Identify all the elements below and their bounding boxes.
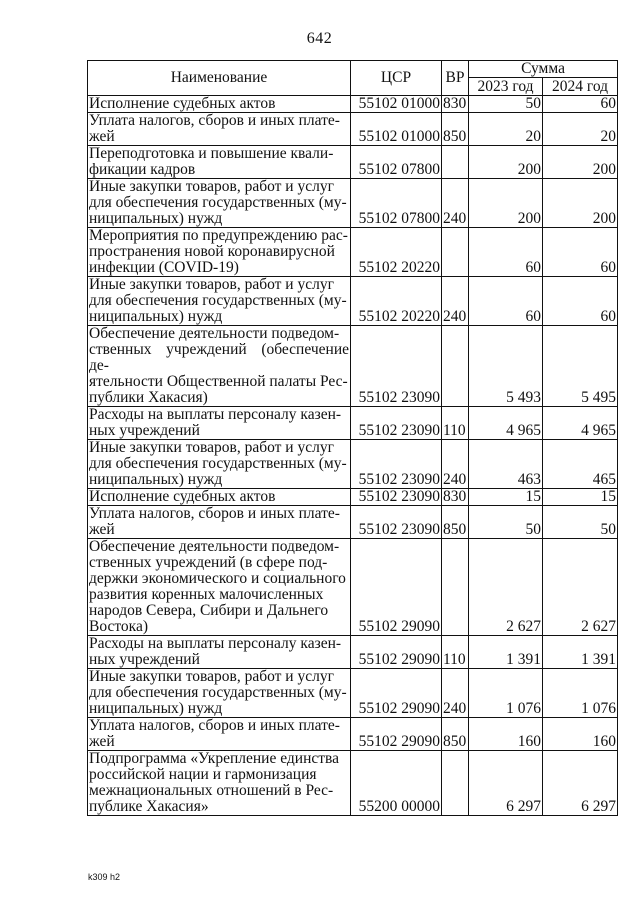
row-sum-2024: 200 — [543, 146, 618, 179]
row-sum-2023: 15 — [469, 489, 543, 506]
row-name-line: жей — [89, 128, 115, 145]
row-sum-2023: 50 — [469, 506, 543, 539]
row-name-line: для обеспечения государственных (му- — [89, 684, 347, 701]
row-vr — [442, 228, 469, 277]
row-name-line: Переподготовка и повышение квали- — [89, 145, 334, 162]
row-vr — [442, 146, 469, 179]
row-sum-2024: 5 495 — [543, 326, 618, 407]
row-name-line: Исполнение судебных актов — [89, 95, 276, 112]
row-csr: 55102 29090 — [351, 636, 442, 669]
row-sum-2023: 5 493 — [469, 326, 543, 407]
row-sum-2024: 465 — [543, 440, 618, 489]
row-sum-2024: 1 076 — [543, 669, 618, 718]
row-sum-2023: 2 627 — [469, 539, 543, 636]
row-name-line: ных учреждений — [89, 651, 200, 668]
table-row — [88, 179, 618, 228]
row-sum-2023: 463 — [469, 440, 543, 489]
row-name-line: Обеспечение деятельности подведом- — [89, 325, 340, 342]
table-row — [88, 113, 618, 146]
row-name-line: пространения новой коронавирусной — [89, 243, 335, 260]
row-vr — [442, 751, 469, 816]
row-vr: 240 — [442, 277, 469, 326]
row-name — [88, 407, 351, 440]
row-name-line: публики Хакасия) — [89, 389, 208, 406]
table-row — [88, 489, 618, 506]
row-name-line: для обеспечения государственных (му- — [89, 455, 347, 472]
row-sum-2024: 2 627 — [543, 539, 618, 636]
row-sum-2024: 1 391 — [543, 636, 618, 669]
row-sum-2024: 50 — [543, 506, 618, 539]
row-name-line: Востока) — [89, 618, 149, 635]
page-number: 642 — [306, 30, 333, 47]
row-sum-2024: 60 — [543, 228, 618, 277]
table-row — [88, 277, 618, 326]
row-csr: 55102 29090 — [351, 718, 442, 751]
row-name-line: Расходы на выплаты персоналу казен- — [89, 406, 342, 423]
row-csr: 55102 23090 — [351, 407, 442, 440]
row-name-line: для обеспечения государственных (му- — [89, 292, 347, 309]
row-csr: 55102 01000 — [351, 113, 442, 146]
row-csr: 55102 07800 — [351, 179, 442, 228]
row-name — [88, 751, 351, 816]
row-name — [88, 96, 351, 113]
row-sum-2023: 160 — [469, 718, 543, 751]
row-vr: 830 — [442, 489, 469, 506]
row-csr: 55200 00000 — [351, 751, 442, 816]
row-vr — [442, 539, 469, 636]
table-row — [88, 440, 618, 489]
row-vr — [442, 326, 469, 407]
row-vr: 850 — [442, 506, 469, 539]
row-sum-2023: 1 076 — [469, 669, 543, 718]
row-csr: 55102 01000 — [351, 96, 442, 113]
row-name — [88, 539, 351, 636]
row-name-line: Мероприятия по предупреждению рас- — [89, 227, 348, 244]
row-vr: 110 — [442, 407, 469, 440]
row-name-line: межнациональных отношений в Рес- — [89, 782, 334, 799]
row-name — [88, 113, 351, 146]
table-row — [88, 636, 618, 669]
header-name: Наименование — [88, 61, 351, 96]
row-sum-2023: 4 965 — [469, 407, 543, 440]
row-name-line: для обеспечения государственных (му- — [89, 194, 347, 211]
budget-table — [87, 60, 618, 816]
row-sum-2023: 60 — [469, 277, 543, 326]
row-csr: 55102 29090 — [351, 539, 442, 636]
row-name — [88, 506, 351, 539]
row-sum-2023: 50 — [469, 96, 543, 113]
row-name-line: публике Хакасия» — [89, 798, 209, 815]
row-name — [88, 228, 351, 277]
row-name-line: жей — [89, 733, 115, 750]
row-name-line: Обеспечение деятельности подведом- — [89, 538, 340, 555]
row-sum-2024: 15 — [543, 489, 618, 506]
header-sum: Сумма — [469, 61, 618, 78]
row-csr: 55102 23090 — [351, 489, 442, 506]
row-name — [88, 146, 351, 179]
row-name-line: Уплата налогов, сборов и иных плате- — [89, 505, 340, 522]
row-name-line: ниципальных) нужд — [89, 308, 223, 325]
row-sum-2024: 60 — [543, 277, 618, 326]
table-row — [88, 228, 618, 277]
row-name-line: ниципальных) нужд — [89, 700, 223, 717]
row-name — [88, 179, 351, 228]
row-sum-2024: 200 — [543, 179, 618, 228]
row-sum-2024: 6 297 — [543, 751, 618, 816]
row-name-line: Иные закупки товаров, работ и услуг — [89, 276, 334, 293]
table-row — [88, 146, 618, 179]
table-row — [88, 96, 618, 113]
row-vr: 240 — [442, 440, 469, 489]
row-vr: 110 — [442, 636, 469, 669]
table-row — [88, 539, 618, 636]
header-csr: ЦСР — [351, 61, 442, 96]
row-name — [88, 718, 351, 751]
row-csr: 55102 07800 — [351, 146, 442, 179]
row-name-line: Исполнение судебных актов — [89, 488, 276, 505]
row-name — [88, 489, 351, 506]
row-name-line: развития коренных малочисленных — [89, 586, 324, 603]
row-name-line: Уплата налогов, сборов и иных плате- — [89, 112, 340, 129]
row-csr: 55102 23090 — [351, 440, 442, 489]
footer-code: k309 h2 — [88, 872, 121, 882]
table-row — [88, 407, 618, 440]
row-name-line: ных учреждений — [89, 422, 200, 439]
row-name-line: фикации кадров — [89, 161, 196, 178]
row-sum-2023: 200 — [469, 179, 543, 228]
table-row — [88, 326, 618, 407]
row-name-line: ственных учреждений (в сфере под- — [89, 554, 328, 571]
row-name — [88, 669, 351, 718]
row-vr: 850 — [442, 718, 469, 751]
row-name-line: ятельности Общественной палаты Рес- — [89, 373, 348, 390]
row-name-line: Расходы на выплаты персоналу казен- — [89, 635, 342, 652]
row-csr: 55102 23090 — [351, 506, 442, 539]
row-vr: 240 — [442, 669, 469, 718]
table-row — [88, 669, 618, 718]
row-csr: 55102 29090 — [351, 669, 442, 718]
row-name-line: ственных учреждений (обеспечение де- — [89, 341, 349, 374]
row-name-line: ниципальных) нужд — [89, 471, 223, 488]
row-sum-2024: 20 — [543, 113, 618, 146]
row-csr: 55102 20220 — [351, 277, 442, 326]
row-name — [88, 326, 351, 407]
row-sum-2023: 6 297 — [469, 751, 543, 816]
row-sum-2023: 1 391 — [469, 636, 543, 669]
row-csr: 55102 23090 — [351, 326, 442, 407]
table-body — [88, 96, 618, 816]
row-sum-2024: 160 — [543, 718, 618, 751]
row-name-line: инфекции (COVID-19) — [89, 259, 239, 276]
row-name-line: держки экономического и социального — [89, 570, 346, 587]
row-name-line: российской нации и гармонизация — [89, 766, 317, 783]
table-row — [88, 751, 618, 816]
row-sum-2024: 4 965 — [543, 407, 618, 440]
header-vr: ВР — [442, 61, 469, 96]
row-sum-2023: 20 — [469, 113, 543, 146]
row-name-line: Уплата налогов, сборов и иных плате- — [89, 717, 340, 734]
row-vr: 830 — [442, 96, 469, 113]
row-sum-2023: 60 — [469, 228, 543, 277]
header-year-2024: 2024 год — [543, 78, 618, 96]
row-name-line: Подпрограмма «Укрепление единства — [89, 750, 340, 767]
row-name-line: ниципальных) нужд — [89, 210, 223, 227]
row-name-line: Иные закупки товаров, работ и услуг — [89, 439, 334, 456]
row-csr: 55102 20220 — [351, 228, 442, 277]
row-name-line: Иные закупки товаров, работ и услуг — [89, 178, 334, 195]
header-year-2023: 2023 год — [469, 78, 543, 96]
table-row — [88, 718, 618, 751]
row-name — [88, 440, 351, 489]
row-sum-2024: 60 — [543, 96, 618, 113]
row-name — [88, 636, 351, 669]
row-name-line: народов Севера, Сибири и Дальнего — [89, 602, 329, 619]
row-name — [88, 277, 351, 326]
table-row — [88, 506, 618, 539]
row-vr: 240 — [442, 179, 469, 228]
row-name-line: Иные закупки товаров, работ и услуг — [89, 668, 334, 685]
row-vr: 850 — [442, 113, 469, 146]
row-sum-2023: 200 — [469, 146, 543, 179]
row-name-line: жей — [89, 521, 115, 538]
